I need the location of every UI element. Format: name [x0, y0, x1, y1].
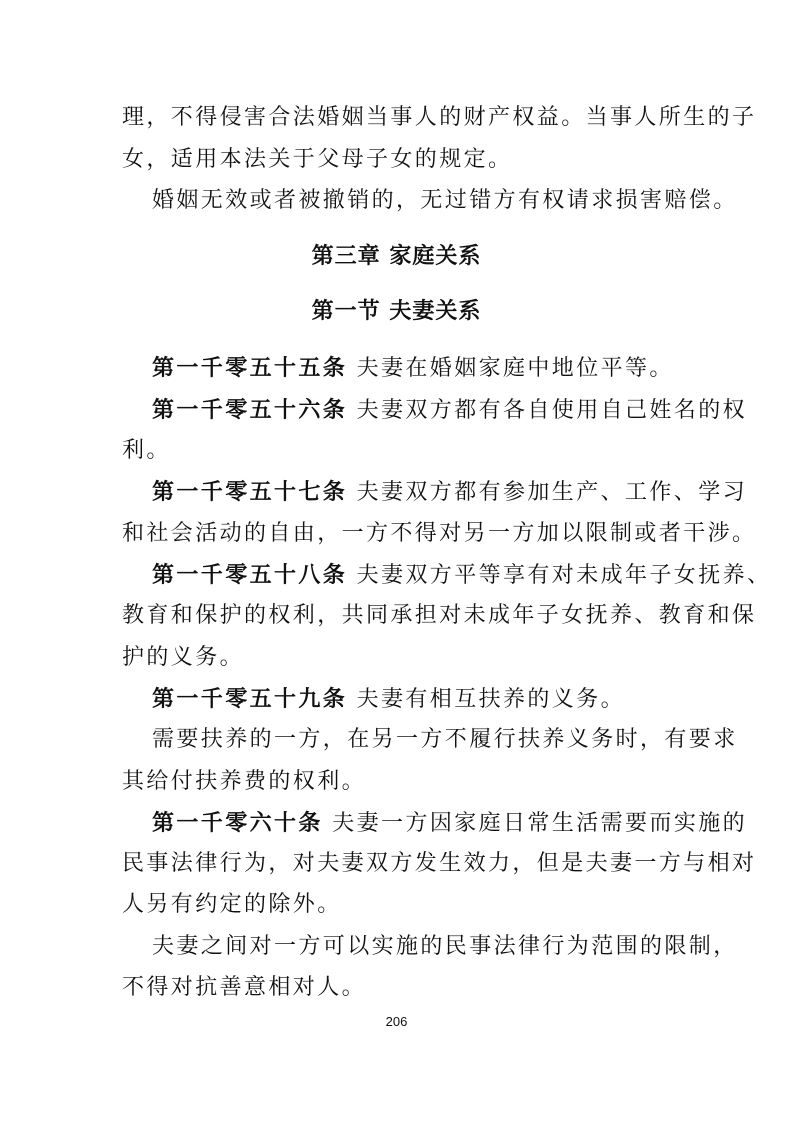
chapter-heading: 第三章 家庭关系: [311, 243, 482, 269]
article-number: 第一千零五十五条: [152, 355, 348, 381]
body-text-line: 理，不得侵害合法婚姻当事人的财产权益。当事人所生的子: [122, 105, 757, 130]
body-text-line: 其给付扶养费的权利。: [122, 769, 367, 794]
article-1055: [152, 353, 674, 384]
body-text-line: 需要扶养的一方，在另一方不履行扶养义务时，有要求: [152, 727, 738, 752]
article-text: 夫妻有相互扶养的义务。: [356, 687, 626, 712]
article-text: 夫妻一方因家庭日常生活需要而实施的: [332, 811, 748, 836]
body-text-line: 人另有约定的除外。: [122, 892, 342, 917]
article-1056: [152, 395, 747, 426]
article-1060: [152, 808, 747, 839]
body-text-line: 教育和保护的权利，共同承担对未成年子女抚养、教育和保: [122, 603, 757, 628]
section-heading: 第一节 夫妻关系: [311, 298, 482, 324]
article-1059: [152, 684, 625, 715]
article-number: 第一千零五十九条: [152, 686, 348, 712]
body-text-line: 和社会活动的自由，一方不得对另一方加以限制或者干涉。: [122, 521, 757, 546]
article-text: 夫妻双方都有参加生产、工作、学习: [356, 480, 748, 505]
body-text-line: 婚姻无效或者被撤销的，无过错方有权请求损害赔偿。: [152, 188, 738, 213]
article-number: 第一千零六十条: [152, 810, 323, 836]
article-1058: [152, 560, 771, 591]
body-text-line: 夫妻之间对一方可以实施的民事法律行为范围的限制，: [152, 934, 738, 959]
article-text: 夫妻在婚姻家庭中地位平等。: [356, 356, 674, 381]
body-text-line: 女，适用本法关于父母子女的规定。: [122, 147, 513, 172]
page-number: 206: [385, 1014, 408, 1029]
article-number: 第一千零五十八条: [152, 562, 348, 588]
article-text: 夫妻双方都有各自使用自己姓名的权: [356, 398, 748, 423]
body-text-line: 民事法律行为，对夫妻双方发生效力，但是夫妻一方与相对: [122, 851, 757, 876]
article-number: 第一千零五十七条: [152, 479, 348, 505]
article-text: 夫妻双方平等享有对未成年子女抚养、: [356, 563, 772, 588]
body-text-line: 护的义务。: [122, 645, 245, 670]
article-1057: [152, 477, 747, 508]
body-text-line: 利。: [122, 438, 171, 463]
body-text-line: 不得对抗善意相对人。: [122, 975, 367, 1000]
article-number: 第一千零五十六条: [152, 397, 348, 423]
